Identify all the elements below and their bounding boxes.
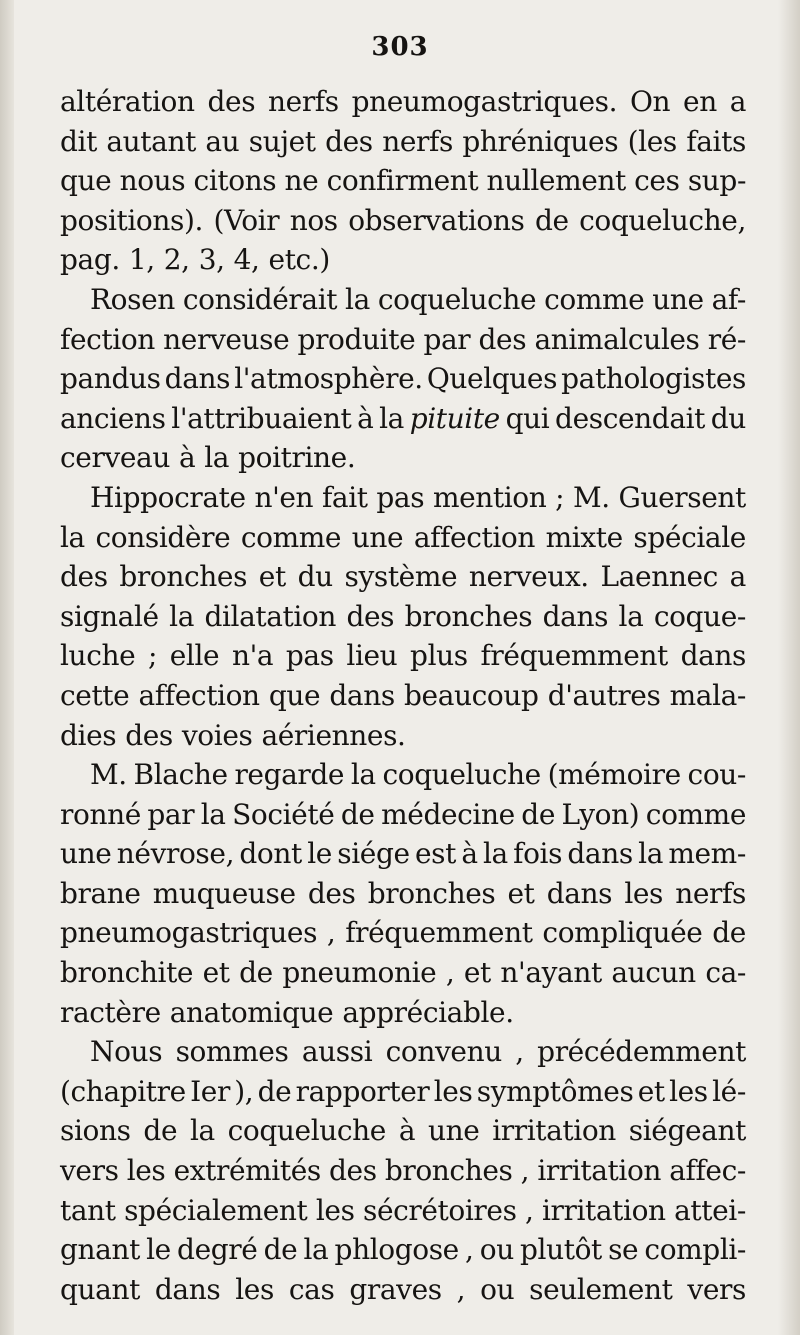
- word: coqueluche: [377, 282, 537, 316]
- word: de: [263, 1233, 298, 1267]
- word: des: [329, 1154, 377, 1188]
- word: dans: [567, 837, 633, 871]
- word: vers: [687, 1272, 746, 1306]
- word: appréciable.: [342, 995, 514, 1029]
- word: siége: [337, 837, 410, 871]
- word: les: [235, 1272, 274, 1306]
- word: la: [169, 599, 194, 633]
- word: 1,: [128, 243, 155, 277]
- word: n'ayant: [500, 956, 602, 990]
- word: de: [534, 203, 569, 237]
- word: dilatation: [204, 599, 337, 633]
- word: la: [303, 1233, 329, 1267]
- word: beaucoup: [404, 678, 539, 712]
- word: la: [345, 282, 370, 316]
- word: nerfs: [268, 85, 339, 118]
- page-right-edge: [778, 0, 800, 1335]
- word: ;: [555, 480, 565, 514]
- word: vers: [60, 1154, 119, 1188]
- word: une: [351, 520, 404, 554]
- word: ,: [326, 916, 336, 950]
- word: mention: [432, 480, 547, 514]
- word: des: [60, 560, 108, 594]
- word: sujet: [248, 124, 316, 158]
- word: plutôt: [520, 1233, 602, 1267]
- word: observations: [348, 203, 525, 237]
- word: etc.): [268, 243, 330, 277]
- paragraph: [60, 280, 746, 478]
- word: les: [315, 1193, 355, 1227]
- word: graves: [349, 1272, 442, 1306]
- word: af-: [711, 282, 746, 316]
- text-line: [60, 1230, 746, 1270]
- word: ronné: [60, 797, 141, 831]
- word: brane: [60, 876, 141, 910]
- text-line: [60, 913, 746, 953]
- word: degré: [177, 1233, 258, 1267]
- word: irritation: [492, 1114, 616, 1148]
- word: est: [414, 837, 456, 871]
- word: M.: [90, 758, 127, 792]
- word: (Voir: [213, 203, 280, 237]
- word: confirment: [326, 164, 479, 198]
- word: et: [507, 876, 535, 910]
- paragraph: [60, 1032, 746, 1309]
- word: fréquemment: [480, 639, 668, 673]
- text-line: [60, 993, 746, 1033]
- word: ou: [480, 1272, 515, 1306]
- word: fait: [321, 480, 368, 514]
- word: Société: [232, 797, 335, 831]
- word: pag.: [60, 243, 120, 277]
- word: nerfs: [382, 124, 453, 158]
- word: comme: [645, 797, 746, 831]
- word: ces: [634, 164, 680, 198]
- word: précédemment: [537, 1035, 746, 1069]
- word: comme: [240, 520, 342, 554]
- page-number: 303: [371, 32, 429, 62]
- word: l'attribuaient: [171, 401, 352, 435]
- word: de: [143, 1114, 178, 1148]
- text-line: [60, 518, 746, 558]
- word: tant: [60, 1193, 116, 1227]
- word: et: [258, 560, 286, 594]
- word: coqueluche: [382, 758, 541, 792]
- word: n'a: [231, 639, 274, 673]
- word: attei-: [674, 1193, 746, 1227]
- word: Laennec: [600, 560, 718, 594]
- word: comme: [544, 282, 645, 316]
- word: M.: [572, 480, 610, 514]
- word: sommes: [175, 1035, 289, 1069]
- word: dies: [60, 718, 117, 752]
- word: lé-: [712, 1074, 746, 1108]
- word: bronches: [367, 876, 496, 910]
- word: compli-: [644, 1233, 746, 1267]
- text-line: [60, 1151, 746, 1191]
- word: des: [346, 599, 395, 633]
- text-line: [60, 597, 746, 637]
- word: coqueluche,: [579, 203, 746, 237]
- word: considère: [95, 520, 231, 554]
- text-line: [60, 676, 746, 716]
- word: la: [379, 401, 404, 435]
- text-line: [60, 122, 746, 162]
- word: 4,: [233, 243, 260, 277]
- text-line: [60, 1191, 746, 1231]
- text-line: [60, 755, 746, 795]
- text-line: [60, 438, 746, 478]
- word: regarde: [234, 758, 345, 792]
- word: ;: [148, 639, 158, 673]
- word: spécialement: [124, 1193, 308, 1227]
- word: a: [729, 560, 746, 594]
- word: dans: [680, 639, 746, 673]
- word: de: [257, 1074, 292, 1108]
- word: gnant: [60, 1233, 140, 1267]
- word: phréniques: [462, 124, 619, 158]
- word: cette: [60, 678, 130, 712]
- word: irritation: [541, 1193, 666, 1227]
- word: ,: [520, 1154, 530, 1188]
- word: a: [729, 85, 746, 118]
- word: dans: [542, 599, 609, 633]
- page-left-edge: [0, 0, 14, 1335]
- text-line: [60, 636, 746, 676]
- word: se: [608, 1233, 639, 1267]
- word: la: [350, 758, 376, 792]
- word: la: [60, 520, 85, 554]
- word: de: [712, 916, 746, 950]
- word: la: [204, 441, 230, 475]
- word: bronches: [384, 1154, 513, 1188]
- paragraph: [60, 478, 746, 755]
- word: muqueuse: [152, 876, 296, 910]
- word: d'autres: [547, 678, 661, 712]
- paragraph: [60, 82, 746, 280]
- word: ,: [456, 1272, 466, 1306]
- text-line: [60, 240, 746, 280]
- word: mixte: [545, 520, 623, 554]
- word: extrémités: [173, 1154, 321, 1188]
- word: pandus: [60, 362, 161, 396]
- text-line: [60, 874, 746, 914]
- word: les: [126, 1154, 166, 1188]
- word: et: [202, 956, 230, 990]
- word: pas: [285, 639, 334, 673]
- word: et: [463, 956, 491, 990]
- word: et: [637, 1074, 665, 1108]
- text-line: [60, 201, 746, 241]
- word: la: [638, 837, 664, 871]
- word: la: [200, 797, 226, 831]
- word: l'atmosphère.: [234, 362, 423, 396]
- word: nerveux.: [468, 560, 589, 594]
- word: pituite: [409, 401, 500, 435]
- word: Hippocrate: [90, 480, 246, 514]
- word: en: [683, 85, 717, 118]
- word: elle: [169, 639, 220, 673]
- word: la: [618, 599, 644, 633]
- word: lieu: [346, 639, 398, 673]
- word: bronchite: [60, 956, 194, 990]
- text-line: [60, 716, 746, 756]
- text-line: [60, 399, 746, 439]
- word: ),: [234, 1074, 254, 1108]
- word: mem-: [668, 837, 746, 871]
- word: symptômes: [476, 1074, 634, 1108]
- word: que: [268, 678, 321, 712]
- word: affection: [138, 678, 260, 712]
- word: Ier: [190, 1074, 230, 1108]
- word: du: [297, 560, 333, 594]
- word: pneumogastriques: [60, 916, 318, 950]
- word: médecine: [381, 797, 515, 831]
- word: ré-: [707, 322, 746, 356]
- word: des: [478, 322, 527, 356]
- word: des: [207, 85, 256, 118]
- word: à: [178, 441, 196, 475]
- word: au: [205, 124, 240, 158]
- word: animalcules: [534, 322, 700, 356]
- word: phlogose: [334, 1233, 459, 1267]
- word: nerfs: [675, 876, 746, 910]
- word: anciens: [60, 401, 166, 435]
- word: aériennes.: [261, 718, 406, 752]
- text-line: [60, 1032, 746, 1072]
- word: ,: [525, 1193, 534, 1227]
- word: aucun: [611, 956, 696, 990]
- word: dit: [60, 124, 97, 158]
- word: Quelques: [426, 362, 558, 396]
- word: le: [146, 1233, 171, 1267]
- word: les: [624, 876, 664, 910]
- word: bronches: [119, 560, 248, 594]
- text-line: [60, 953, 746, 993]
- word: dans: [546, 876, 613, 910]
- word: dont: [239, 837, 302, 871]
- word: autant: [106, 124, 196, 158]
- text-line: [60, 359, 746, 399]
- word: que: [60, 164, 112, 198]
- word: Guersent: [618, 480, 746, 514]
- text-line: [60, 557, 746, 597]
- word: pneumogastriques.: [351, 85, 618, 118]
- word: des: [125, 718, 173, 752]
- word: sup-: [687, 164, 746, 198]
- word: dans: [164, 362, 231, 396]
- word: ne: [284, 164, 319, 198]
- word: une: [427, 1114, 480, 1148]
- word: pneumonie: [282, 956, 437, 990]
- word: nous: [119, 164, 186, 198]
- word: névrose,: [116, 837, 235, 871]
- word: système: [344, 560, 458, 594]
- word: de: [340, 797, 375, 831]
- paragraph: [60, 755, 746, 1032]
- word: une: [60, 837, 112, 871]
- word: anatomique: [169, 995, 334, 1029]
- word: coqueluche: [227, 1114, 386, 1148]
- word: produite: [297, 322, 416, 356]
- word: (chapitre: [60, 1074, 186, 1108]
- text-line: [60, 82, 746, 122]
- text-line: [60, 320, 746, 360]
- word: sécrétoires: [362, 1193, 517, 1227]
- word: n'en: [254, 480, 314, 514]
- word: à: [357, 401, 374, 435]
- word: irritation: [537, 1154, 662, 1188]
- word: pathologistes: [561, 362, 746, 396]
- word: considérait: [182, 282, 338, 316]
- word: sions: [60, 1114, 131, 1148]
- word: Blache: [133, 758, 228, 792]
- word: aussi: [301, 1035, 373, 1069]
- word: positions).: [60, 203, 203, 237]
- word: Lyon): [561, 797, 640, 831]
- word: descendait: [555, 401, 706, 435]
- word: voies: [181, 718, 253, 752]
- word: On: [629, 85, 671, 118]
- word: ,: [515, 1035, 524, 1069]
- word: luche: [60, 639, 136, 673]
- word: une: [652, 282, 704, 316]
- word: des: [325, 124, 373, 158]
- word: fection: [60, 322, 155, 356]
- word: ou: [479, 1233, 514, 1267]
- word: compliquée: [542, 916, 703, 950]
- word: faits: [686, 124, 746, 158]
- text-line: [60, 478, 746, 518]
- word: des: [307, 876, 356, 910]
- word: cou-: [687, 758, 746, 792]
- text-line: [60, 834, 746, 874]
- word: par: [423, 322, 471, 356]
- text-line: [60, 795, 746, 835]
- word: par: [147, 797, 195, 831]
- word: (mémoire: [547, 758, 681, 792]
- word: fréquemment: [345, 916, 533, 950]
- word: cas: [288, 1272, 335, 1306]
- text-line: [60, 1270, 746, 1310]
- word: plus: [410, 639, 468, 673]
- word: signalé: [60, 599, 159, 633]
- word: nerveuse: [163, 322, 290, 356]
- word: rapporter: [295, 1074, 430, 1108]
- word: ca-: [705, 956, 746, 990]
- word: ,: [445, 956, 455, 990]
- word: qui: [505, 401, 550, 435]
- word: dans: [154, 1272, 221, 1306]
- word: seulement: [529, 1272, 673, 1306]
- word: affection: [413, 520, 535, 554]
- word: la: [189, 1114, 215, 1148]
- word: le: [307, 837, 332, 871]
- word: poitrine.: [238, 441, 356, 475]
- word: ,: [465, 1233, 474, 1267]
- word: coque-: [653, 599, 746, 633]
- word: la: [482, 837, 508, 871]
- word: ractère: [60, 995, 161, 1029]
- word: bronches: [404, 599, 533, 633]
- word: spéciale: [633, 520, 746, 554]
- word: 2,: [163, 243, 190, 277]
- body-text: [60, 82, 746, 1309]
- word: dans: [329, 678, 395, 712]
- word: fois: [513, 837, 563, 871]
- word: siégeant: [628, 1114, 746, 1148]
- word: nos: [289, 203, 338, 237]
- text-line: [60, 1111, 746, 1151]
- word: les: [669, 1074, 708, 1108]
- text-line: [60, 280, 746, 320]
- word: pas: [376, 480, 425, 514]
- text-line: [60, 161, 746, 201]
- word: 3,: [198, 243, 225, 277]
- word: cerveau: [60, 441, 170, 475]
- word: Rosen: [90, 282, 175, 316]
- word: nullement: [486, 164, 626, 198]
- word: de: [521, 797, 555, 831]
- word: les: [433, 1074, 473, 1108]
- word: altération: [60, 85, 195, 118]
- word: mala-: [669, 678, 746, 712]
- word: (les: [627, 124, 677, 158]
- word: affec-: [669, 1154, 746, 1188]
- word: Nous: [90, 1035, 163, 1069]
- word: citons: [193, 164, 277, 198]
- text-line: [60, 1072, 746, 1112]
- word: à: [398, 1114, 416, 1148]
- word: du: [710, 401, 746, 435]
- word: convenu: [385, 1035, 502, 1069]
- word: à: [461, 837, 478, 871]
- word: de: [239, 956, 273, 990]
- word: quant: [60, 1272, 140, 1306]
